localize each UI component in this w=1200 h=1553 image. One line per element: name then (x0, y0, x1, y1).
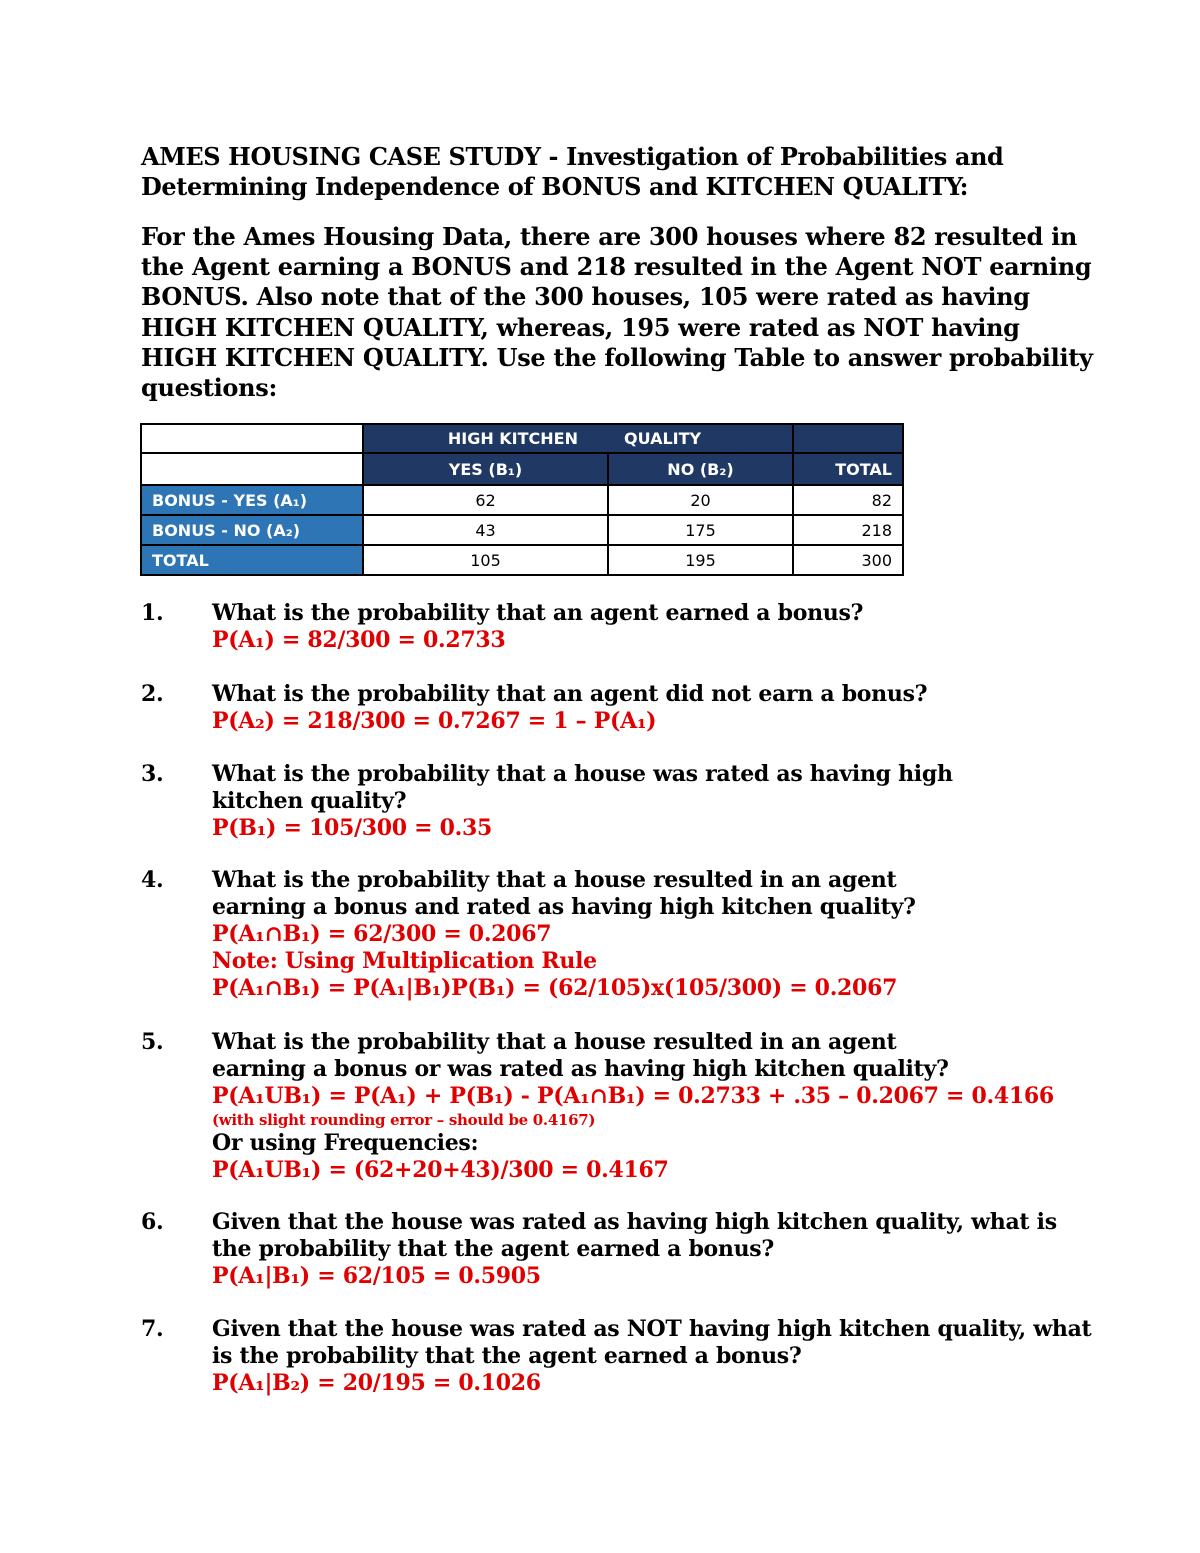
cell-yes: 105 (363, 545, 608, 575)
answer: P(A₁UB₁) = P(A₁) + P(B₁) - P(A₁∩B₁) = 0.2733 + .35 – 0.2067 = 0.4166 (212, 1083, 1054, 1109)
rounding-note: (with slight rounding error – should be 0.4167) (212, 1111, 596, 1129)
question-number: 4. (141, 867, 164, 893)
question-text: Given that the house was rated as having high kitchen quality, what is the probability that the agent earned a bonus? (212, 1209, 1057, 1262)
cell-no: 175 (608, 515, 793, 545)
cell-yes: 62 (363, 485, 608, 515)
question-number: 7. (141, 1316, 164, 1342)
question-text: What is the probability that a house was rated as having high kitchen quality? (212, 761, 953, 814)
cell-no: 195 (608, 545, 793, 575)
row-label: BONUS - YES (A₁) (141, 485, 363, 515)
table-row (141, 545, 903, 575)
cell-total: 218 (793, 515, 903, 545)
table-header-row-2 (141, 453, 903, 485)
header-group-b: QUALITY (608, 424, 793, 453)
answer-multiplication-rule: P(A₁∩B₁) = P(A₁|B₁)P(B₁) = (62/105)x(105/300) = 0.2067 (212, 975, 898, 1001)
answer: P(A₁) = 82/300 = 0.2733 (212, 627, 506, 653)
col-no-header: NO (B₂) (608, 453, 793, 485)
cell-yes: 43 (363, 515, 608, 545)
answer: P(A₁|B₂) = 20/195 = 0.1026 (212, 1370, 541, 1396)
answer: P(B₁) = 105/300 = 0.35 (212, 815, 492, 841)
table-corner-cell-2 (141, 453, 363, 485)
col-total-header: TOTAL (793, 453, 903, 485)
table-corner-cell (141, 424, 363, 453)
contingency-table (140, 423, 904, 576)
table-row (141, 485, 903, 515)
cell-total: 300 (793, 545, 903, 575)
question-number: 1. (141, 600, 164, 626)
table-header-row-1 (141, 424, 903, 453)
question-number: 5. (141, 1029, 164, 1055)
question-number: 6. (141, 1209, 164, 1235)
cell-total: 82 (793, 485, 903, 515)
header-group-a: HIGH KITCHEN (363, 424, 608, 453)
answer: P(A₁∩B₁) = 62/300 = 0.2067 (212, 921, 552, 947)
row-label: BONUS - NO (A₂) (141, 515, 363, 545)
answer: P(A₁|B₁) = 62/105 = 0.5905 (212, 1263, 541, 1289)
frequencies-label: Or using Frequencies: (212, 1130, 479, 1156)
question-text: What is the probability that an agent did not earn a bonus? (212, 681, 928, 707)
answer-note: Note: Using Multiplication Rule (212, 948, 597, 974)
question-number: 2. (141, 681, 164, 707)
header-blank-cell (793, 424, 903, 453)
answer: P(A₂) = 218/300 = 0.7267 = 1 – P(A₁) (212, 708, 657, 734)
question-text: What is the probability that an agent earned a bonus? (212, 600, 864, 626)
table-row (141, 515, 903, 545)
answer-frequencies: P(A₁UB₁) = (62+20+43)/300 = 0.4167 (212, 1157, 669, 1183)
question-text: What is the probability that a house resulted in an agent earning a bonus or was rated as having high kitchen quality? (212, 1029, 949, 1082)
question-number: 3. (141, 761, 164, 787)
question-text: What is the probability that a house resulted in an agent earning a bonus and rated as having high kitchen quality? (212, 867, 916, 920)
cell-no: 20 (608, 485, 793, 515)
question-text: Given that the house was rated as NOT having high kitchen quality, what is the probability that the agent earned a bonus? (212, 1316, 1092, 1369)
intro-paragraph: For the Ames Housing Data, there are 300 houses where 82 resulted in the Agent earning a BONUS and 218 resulted in the Agent NOT earning BONUS. Also note that of the 300 houses, 105 were rated as having HIGH KITCHEN QUALITY, whereas, 195 were rated as NOT having HIGH KITCHEN QUALITY. Use the following Table to answer probability questions: (141, 222, 1093, 403)
col-yes-header: YES (B₁) (363, 453, 608, 485)
document-title: AMES HOUSING CASE STUDY - Investigation of Probabilities and Determining Independence of BONUS and KITCHEN QUALITY: (141, 142, 1004, 201)
row-label: TOTAL (141, 545, 363, 575)
